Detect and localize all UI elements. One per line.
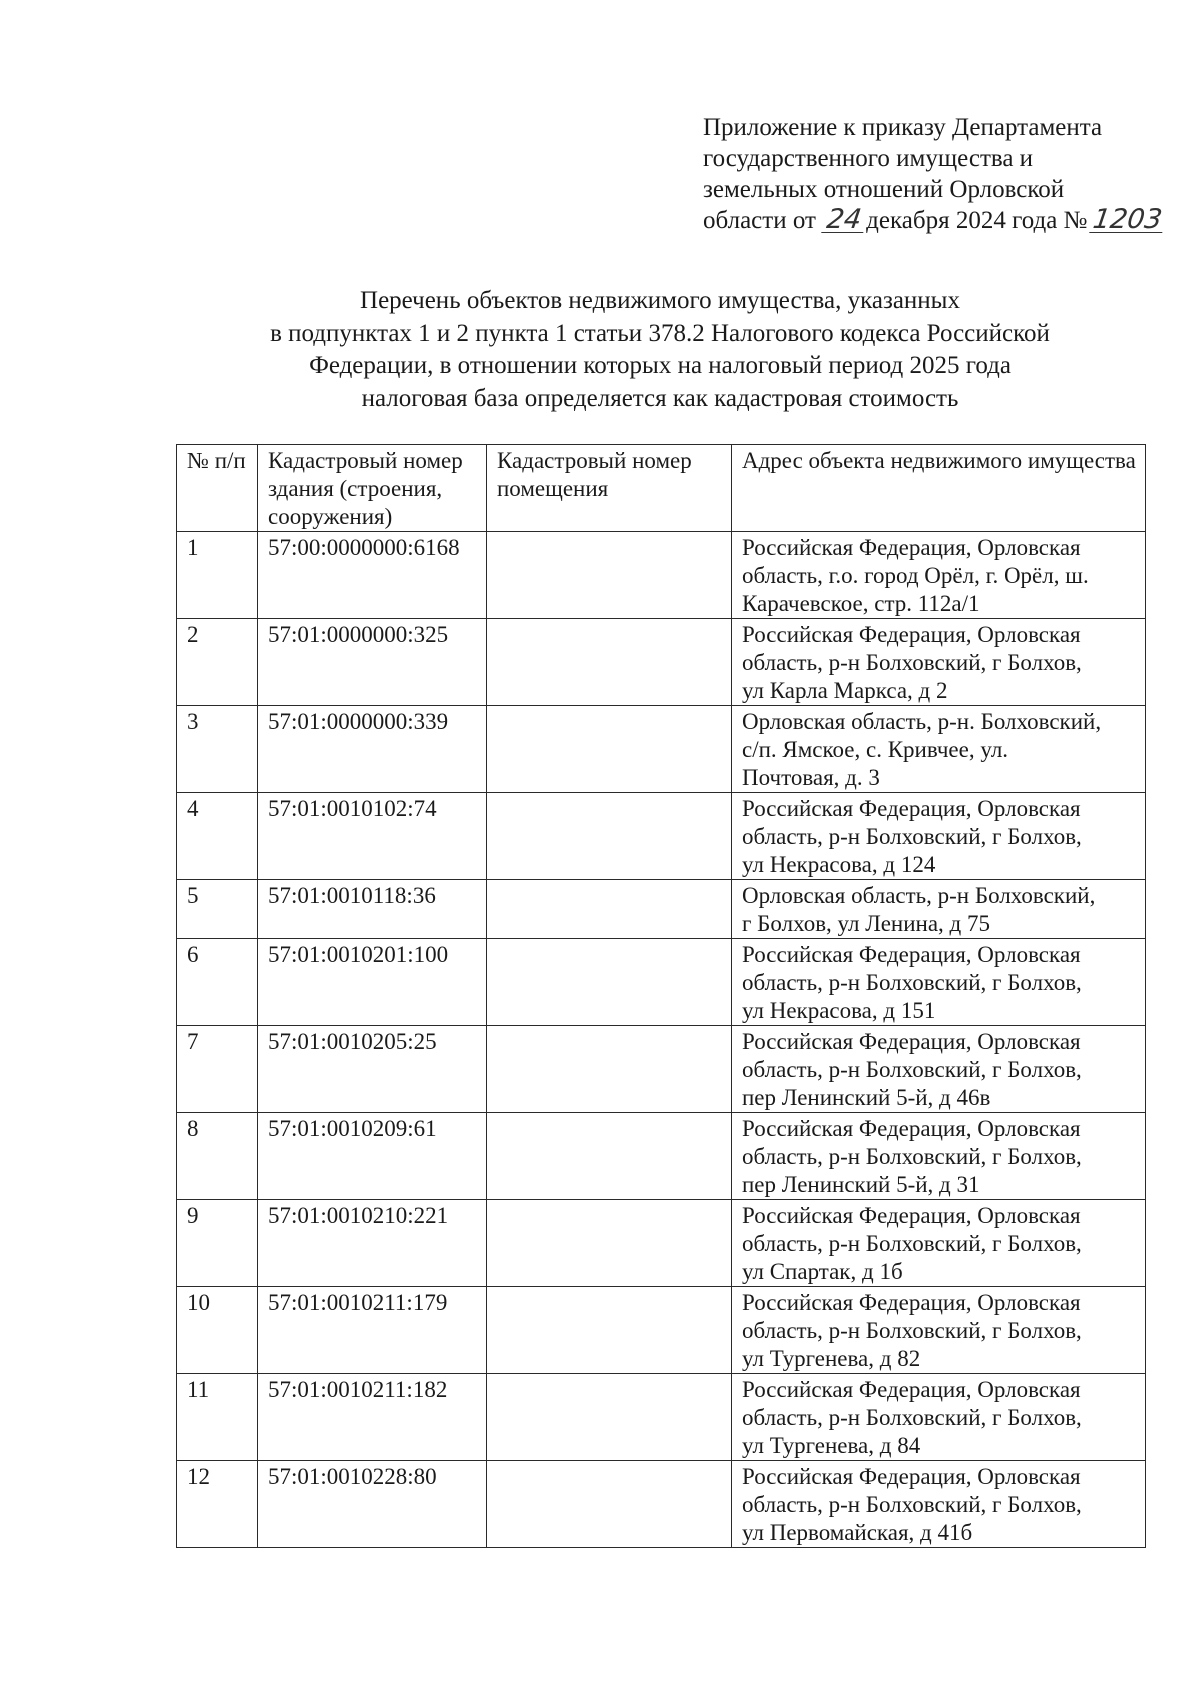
cell-building-cadastral: 57:01:0010228:80: [258, 1461, 487, 1548]
address-line: область, р-н Болховский, г Болхов,: [742, 970, 1082, 995]
address-line: Российская Федерация, Орловская: [742, 535, 1081, 560]
header-row-number: № п/п: [177, 445, 258, 532]
table-row: [177, 1374, 1146, 1461]
cell-address: [732, 1200, 1146, 1287]
address-line: область, р-н Болховский, г Болхов,: [742, 824, 1082, 849]
cell-building-cadastral: 57:01:0010201:100: [258, 939, 487, 1026]
address-line: ул Спартак, д 1б: [742, 1259, 903, 1284]
cell-row-number: 6: [177, 939, 258, 1026]
cell-address: [732, 1113, 1146, 1200]
cell-building-cadastral: 57:01:0010118:36: [258, 880, 487, 939]
cell-building-cadastral: 57:00:0000000:6168: [258, 532, 487, 619]
table-row: [177, 1287, 1146, 1374]
address-line: Почтовая, д. 3: [742, 765, 880, 790]
annex-line-4: [703, 205, 1163, 236]
table-row: [177, 619, 1146, 706]
address-line: ул Тургенева, д 82: [742, 1346, 921, 1371]
cell-building-cadastral: 57:01:0000000:325: [258, 619, 487, 706]
address-line: область, р-н Болховский, г Болхов,: [742, 1318, 1082, 1343]
address-line: ул Тургенева, д 84: [742, 1433, 921, 1458]
address-line: Российская Федерация, Орловская: [742, 622, 1081, 647]
cell-address: [732, 1287, 1146, 1374]
cell-address: [732, 1374, 1146, 1461]
title-line-3: Федерации, в отношении которых на налоговый период 2025 года: [309, 352, 1011, 379]
address-line: ул Некрасова, д 124: [742, 852, 936, 877]
address-line: пер Ленинский 5-й, д 46в: [742, 1085, 991, 1110]
table-row: [177, 793, 1146, 880]
address-line: область, р-н Болховский, г Болхов,: [742, 1057, 1082, 1082]
table-body: [177, 532, 1146, 1548]
table-row: [177, 1026, 1146, 1113]
table-row: [177, 880, 1146, 939]
cell-premises-cadastral: [487, 619, 732, 706]
address-line: Российская Федерация, Орловская: [742, 1464, 1081, 1489]
cell-building-cadastral: 57:01:0010211:182: [258, 1374, 487, 1461]
cell-row-number: 11: [177, 1374, 258, 1461]
annex-line-2: государственного имущества и: [703, 145, 1034, 172]
cell-address: [732, 939, 1146, 1026]
cell-row-number: 1: [177, 532, 258, 619]
header-address: Адрес объекта недвижимого имущества: [732, 445, 1146, 532]
cell-address: [732, 1461, 1146, 1548]
document-title: [170, 285, 1150, 415]
cell-premises-cadastral: [487, 1200, 732, 1287]
address-line: Орловская область, р-н Болховский,: [742, 883, 1096, 908]
cell-premises-cadastral: [487, 1113, 732, 1200]
cell-building-cadastral: 57:01:0010209:61: [258, 1113, 487, 1200]
cell-premises-cadastral: [487, 880, 732, 939]
address-line: область, р-н Болховский, г Болхов,: [742, 1405, 1082, 1430]
address-line: Российская Федерация, Орловская: [742, 796, 1081, 821]
address-line: Российская Федерация, Орловская: [742, 1203, 1081, 1228]
cell-address: [732, 619, 1146, 706]
address-line: Российская Федерация, Орловская: [742, 942, 1081, 967]
address-line: Российская Федерация, Орловская: [742, 1029, 1081, 1054]
address-line: ул Карла Маркса, д 2: [742, 678, 948, 703]
table-row: [177, 1200, 1146, 1287]
address-line: область, р-н Болховский, г Болхов,: [742, 1144, 1082, 1169]
address-line: с/п. Ямское, с. Кривчее, ул.: [742, 737, 1009, 762]
real-estate-objects-table: [176, 444, 1146, 1548]
title-line-2: в подпунктах 1 и 2 пункта 1 статьи 378.2 Налогового кодекса Российской: [270, 319, 1050, 347]
cell-row-number: 4: [177, 793, 258, 880]
cell-row-number: 9: [177, 1200, 258, 1287]
annex-date-middle: декабря 2024 года №: [866, 207, 1088, 234]
cell-premises-cadastral: [487, 1374, 732, 1461]
address-line: область, р-н Болховский, г Болхов,: [742, 1492, 1082, 1517]
cell-building-cadastral: 57:01:0010205:25: [258, 1026, 487, 1113]
cell-row-number: 10: [177, 1287, 258, 1374]
cell-premises-cadastral: [487, 793, 732, 880]
cell-row-number: 2: [177, 619, 258, 706]
address-line: Российская Федерация, Орловская: [742, 1116, 1081, 1141]
address-line: Российская Федерация, Орловская: [742, 1290, 1081, 1315]
annex-line-1: Приложение к приказу Департамента: [703, 114, 1103, 141]
annex-header: [703, 112, 1163, 236]
address-line: Российская Федерация, Орловская: [742, 1377, 1081, 1402]
address-line: область, р-н Болховский, г Болхов,: [742, 650, 1082, 675]
cell-address: [732, 706, 1146, 793]
cell-premises-cadastral: [487, 706, 732, 793]
handwritten-order-number: 1203: [1091, 204, 1165, 235]
cell-building-cadastral: 57:01:0010210:221: [258, 1200, 487, 1287]
cell-premises-cadastral: [487, 939, 732, 1026]
table-row: [177, 706, 1146, 793]
address-line: ул Первомайская, д 41б: [742, 1520, 973, 1545]
cell-address: [732, 532, 1146, 619]
table-row: [177, 1113, 1146, 1200]
cell-building-cadastral: 57:01:0010102:74: [258, 793, 487, 880]
cell-address: [732, 1026, 1146, 1113]
address-line: область, г.о. город Орёл, г. Орёл, ш.: [742, 563, 1089, 588]
annex-date-prefix: области от: [703, 207, 816, 234]
cell-premises-cadastral: [487, 532, 732, 619]
address-line: область, р-н Болховский, г Болхов,: [742, 1231, 1082, 1256]
table-header-row: [177, 445, 1146, 532]
cell-address: [732, 880, 1146, 939]
cell-row-number: 3: [177, 706, 258, 793]
table-row: [177, 532, 1146, 619]
handwritten-day: 24: [821, 208, 867, 233]
header-premises-cadastral: Кадастровый номер помещения: [487, 445, 732, 532]
cell-row-number: 8: [177, 1113, 258, 1200]
cell-row-number: 5: [177, 880, 258, 939]
cell-row-number: 12: [177, 1461, 258, 1548]
cell-row-number: 7: [177, 1026, 258, 1113]
address-line: Карачевское, стр. 112а/1: [742, 591, 980, 616]
cell-address: [732, 793, 1146, 880]
cell-premises-cadastral: [487, 1461, 732, 1548]
annex-line-3: земельных отношений Орловской: [703, 176, 1065, 203]
title-line-1: Перечень объектов недвижимого имущества, указанных: [360, 287, 960, 314]
address-line: пер Ленинский 5-й, д 31: [742, 1172, 980, 1197]
title-line-4: налоговая база определяется как кадастровая стоимость: [361, 384, 959, 412]
cell-premises-cadastral: [487, 1287, 732, 1374]
cell-premises-cadastral: [487, 1026, 732, 1113]
address-line: г Болхов, ул Ленина, д 75: [742, 911, 991, 936]
cell-building-cadastral: 57:01:0010211:179: [258, 1287, 487, 1374]
address-line: Орловская область, р-н. Болховский,: [742, 709, 1102, 734]
cell-building-cadastral: 57:01:0000000:339: [258, 706, 487, 793]
table-row: [177, 939, 1146, 1026]
table-row: [177, 1461, 1146, 1548]
address-line: ул Некрасова, д 151: [742, 998, 936, 1023]
header-building-cadastral: Кадастровый номер здания (строения, сооружения): [258, 445, 487, 532]
